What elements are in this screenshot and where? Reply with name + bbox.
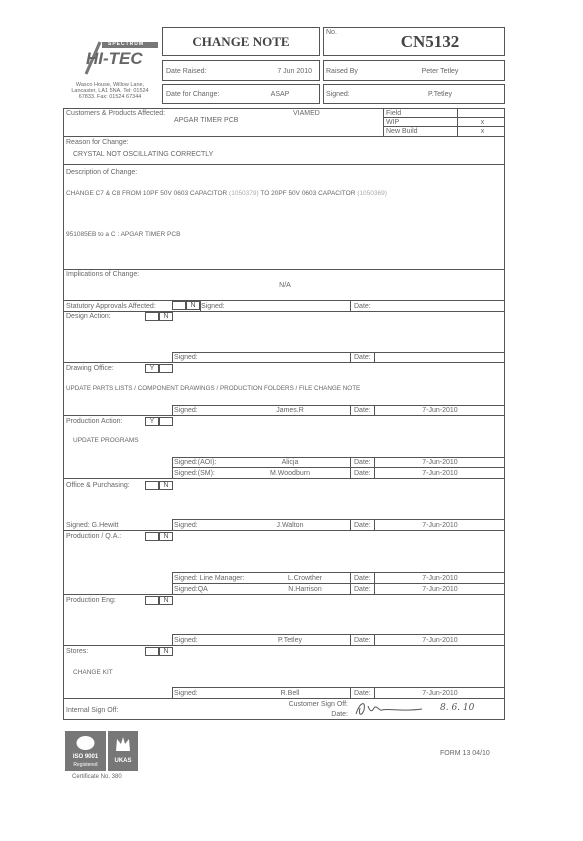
statutory-n-box[interactable]: N [186,301,200,310]
drawing-signed-label: Signed: [174,407,198,414]
handwritten-date: 8. 6. 10 [440,703,475,713]
signed-value: P.Tetley [428,91,452,98]
qa-sig1-value: L.Crowther [287,575,323,582]
description-part-4: (1050369) [357,190,387,197]
logo-wordmark: HI-TEC [86,49,143,68]
reason-label: Reason for Change: [66,139,129,146]
stores-n-box[interactable]: N [159,647,173,656]
drawing-signed-value: James.R [276,407,304,414]
ukas-badge [108,731,138,771]
qa-date1-value: 7-Jun-2010 [422,575,458,582]
page-title: CHANGE NOTE [192,34,290,49]
office-n-box[interactable]: N [159,481,173,490]
design-label: Design Action: [66,313,111,320]
drawing-date-label: Date: [354,407,371,414]
certificate-number: Certificate No. 380 [72,774,122,780]
eng-y-box[interactable] [145,596,159,605]
production-sig2-label: Signed:(SM): [174,470,215,477]
qa-sig1-label: Signed: Line Manager: [174,575,245,582]
production-label: Production Action: [66,418,123,425]
registered-label: Registered [73,762,98,768]
wip-label: WIP [386,119,400,126]
customer-signature [352,698,432,720]
production-date1-value: 7-Jun-2010 [422,459,458,466]
company-address-3: 67833. Fax: 01524 67344 [78,94,142,100]
logo-tag: SPECTRUM [108,41,145,47]
date-raised-value: 7 Jun 2010 [277,68,312,75]
production-date2-value: 7-Jun-2010 [422,470,458,477]
drawing-y-box[interactable]: Y [145,364,159,373]
description-line-1 [66,189,387,198]
drawing-date-value: 7-Jun-2010 [422,407,458,414]
production-text: UPDATE PROGRAMS [73,437,139,444]
statutory-label: Statutory Approvals Affected: [66,303,156,310]
date-for-change-value: ASAP [270,91,290,98]
production-sig1-value: Alicja [281,459,299,466]
newbuild-label: New Build [386,128,418,135]
office-date-value: 7-Jun-2010 [422,522,458,529]
description-part-2: (1050379) [229,190,259,197]
signoff-date-label: Date: [331,711,348,718]
stores-text: CHANGE KIT [73,669,113,676]
implications-label: Implications of Change: [66,271,140,278]
qa-y-box[interactable] [145,532,159,541]
production-y-box[interactable]: Y [145,417,159,426]
company-address-1: Wasco House, Willow Lane, [75,82,145,88]
drawing-n-box[interactable] [159,364,173,373]
qa-date2-value: 7-Jun-2010 [422,586,458,593]
office-signed-value: J.Walton [276,522,304,529]
description-part-3: TO 20PF 50V 0603 CAPACITOR [260,190,356,197]
raised-by-value: Peter Tetley [421,68,459,75]
newbuild-value: x [480,128,485,135]
qa-n-box[interactable]: N [159,532,173,541]
production-date1-label: Date: [354,459,371,466]
wip-value: x [480,119,485,126]
design-y-box[interactable] [145,312,159,321]
implications-text: N/A [279,282,291,289]
customer-value: VIAMED [293,110,320,117]
design-date-label: Date: [354,354,371,361]
customers-label: Customers & Products Affected: [66,110,166,117]
crown-icon [108,731,138,757]
raised-by-label: Raised By [326,68,358,75]
internal-signoff-label: Internal Sign Off: [66,707,119,714]
production-date2-label: Date: [354,470,371,477]
signed-label: Signed: [326,91,350,98]
stores-signed-value: R.Bell [280,690,300,697]
description-label: Description of Change: [66,169,138,176]
form-number: FORM 13 04/10 [440,750,490,757]
nqa-icon [65,731,106,755]
office-signed-label: Signed: [174,522,198,529]
company-address-2: Lancaster, LA1 5NA. Tel: 01524 [71,88,149,94]
eng-n-box[interactable]: N [159,596,173,605]
statutory-y-box[interactable] [172,301,186,310]
design-n-box[interactable]: N [159,312,173,321]
eng-date-value: 7-Jun-2010 [422,637,458,644]
stores-y-box[interactable] [145,647,159,656]
production-n-box[interactable] [159,417,173,426]
drawing-label: Drawing Office: [66,365,114,372]
stores-signed-label: Signed: [174,690,198,697]
stores-date-label: Date: [354,690,371,697]
office-date-label: Date: [354,522,371,529]
iso-label: ISO 9001 [72,754,99,760]
company-logo [80,36,160,76]
statutory-date-label: Date: [354,303,371,310]
customer-signoff-label: Customer Sign Off: [288,701,348,708]
product-value: APGAR TIMER PCB [174,117,239,124]
stores-label: Stores: [66,648,89,655]
eng-signed-value: P.Tetley [278,637,302,644]
qa-sig2-value: N.Harrison [288,586,322,593]
stores-date-value: 7-Jun-2010 [422,690,458,697]
design-signed-label: Signed: [174,354,198,361]
change-note-number: CN5132 [400,32,460,51]
reason-text: CRYSTAL NOT OSCILLATING CORRECTLY [73,151,214,158]
description-part-1: CHANGE C7 & C8 FROM 10PF 50V 0603 CAPACITOR [66,190,228,197]
eng-signed-label: Signed: [174,637,198,644]
drawing-text: UPDATE PARTS LISTS / COMPONENT DRAWINGS / PRODUCTION FOLDERS / FILE CHANGE NOTE [66,385,361,392]
description-line-2: 951085EB to a C : APGAR TIMER PCB [66,231,181,238]
production-sig1-label: Signed:(AOI): [174,459,217,466]
eng-date-label: Date: [354,637,371,644]
qa-sig2-label: Signed:QA [174,586,208,593]
statutory-signed-label: Signed: [201,303,225,310]
date-raised-label: Date Raised: [166,68,207,75]
iso-badge [65,731,106,771]
qa-date2-label: Date: [354,586,371,593]
office-left-signed: Signed: G.Hewitt [66,522,119,529]
number-label: No. [326,29,337,36]
eng-label: Production Eng: [66,597,116,604]
office-y-box[interactable] [145,481,159,490]
qa-date1-label: Date: [354,575,371,582]
ukas-label: UKAS [114,758,132,764]
production-sig2-value: M.Woodburn [270,470,310,477]
qa-label: Production / Q.A.: [66,533,122,540]
date-for-change-label: Date for Change: [166,91,220,98]
office-label: Office & Purchasing: [66,482,130,489]
field-label: Field [386,110,402,117]
